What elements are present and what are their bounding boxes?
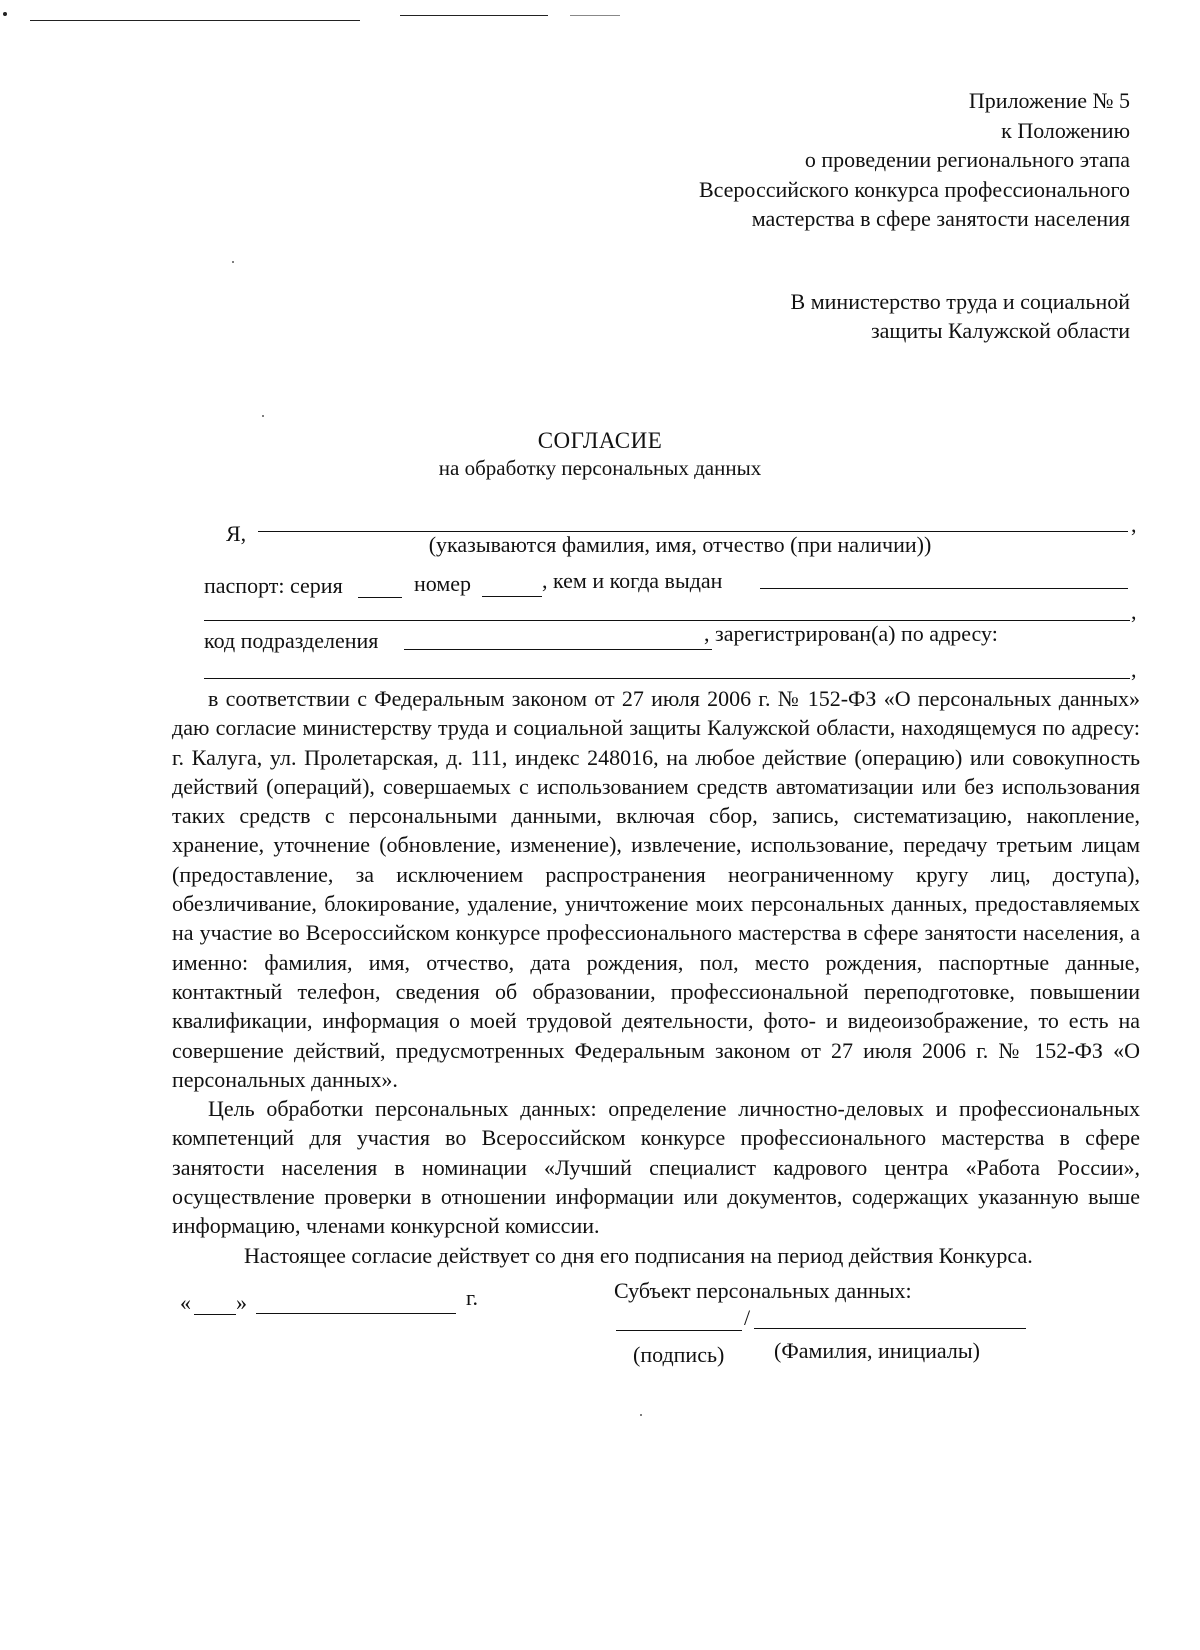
scan-dot bbox=[3, 12, 7, 16]
date-year-suffix: г. bbox=[466, 1285, 479, 1310]
document-title: СОГЛАСИЕ bbox=[537, 428, 663, 453]
full-name-hint: (указываются фамилия, имя, отчество (при наличии)) bbox=[428, 532, 932, 557]
signature-slash: / bbox=[744, 1305, 751, 1330]
name-initials-hint: (Фамилия, инициалы) bbox=[774, 1338, 980, 1363]
subdivision-code-field[interactable] bbox=[404, 649, 712, 650]
signature-field[interactable] bbox=[616, 1330, 742, 1331]
scan-dot bbox=[262, 415, 264, 417]
annex-header bbox=[570, 86, 1130, 234]
line-comma: , bbox=[1131, 512, 1137, 537]
scan-line bbox=[30, 20, 360, 21]
registered-address-label: , зарегистрирован(а) по адресу: bbox=[704, 621, 998, 646]
scan-line bbox=[400, 15, 548, 16]
annex-line: Всероссийского конкурса профессионального bbox=[698, 176, 1130, 202]
issued-by-label: , кем и когда выдан bbox=[542, 568, 723, 593]
scan-dot bbox=[232, 261, 234, 263]
scan-line bbox=[570, 15, 620, 16]
signature-hint: (подпись) bbox=[633, 1342, 725, 1367]
document-subtitle: на обработку персональных данных bbox=[438, 456, 762, 480]
date-month-field[interactable] bbox=[256, 1313, 456, 1314]
registered-address-field[interactable] bbox=[204, 678, 1130, 679]
addressee-line: В министерство труда и социальной bbox=[790, 289, 1130, 314]
annex-line: мастерства в сфере занятости населения bbox=[751, 206, 1130, 231]
annex-number: Приложение № 5 bbox=[968, 88, 1130, 113]
addressee-block bbox=[670, 287, 1130, 345]
full-name-initials-field[interactable] bbox=[754, 1328, 1026, 1329]
passport-series-label: паспорт: серия bbox=[204, 573, 343, 598]
line-comma: , bbox=[1131, 599, 1137, 624]
i-label: Я, bbox=[226, 521, 247, 546]
consent-paragraph-term: Настоящее согласие действует со дня его подписания на период действия Конкурса. bbox=[244, 1242, 1033, 1268]
consent-paragraph-purpose: Цель обработки персональных данных: определение личностно-деловых и профессиональных компетенций для участия во Всероссийском конкурсе профессионального мастерства в сфере занятости населения в номинации «Лучший специалист кадрового центра «Работа России», осуществление проверки в отношении информации или документов, содержащих указанную выше информацию, членами конкурсной комиссии. bbox=[172, 1096, 1140, 1239]
passport-number-field[interactable] bbox=[482, 596, 542, 597]
consent-paragraph-scope: в соответствии с Федеральным законом от 27 июля 2006 г. № 152-ФЗ «О персональных данных» даю согласие министерству труда и социальной защиты Калужской области, находящемуся по адресу: г. Калуга, ул. Пролетарская, д. 111, индекс 248016, на любое действие (операцию) или совокупность действий (операций), совершаемых с использованием средств автоматизации или без использования таких средств с персональными данными, включая сбор, запись, систематизацию, накопление, хранение, уточнение (обновление, изменение), извлечение, использование, передачу третьим лицам (предоставление, за исключением распространения неограниченному кругу лиц, доступа), обезличивание, блокирование, удаление, уничтожение моих персональных данных, предоставляемых на участие во Всероссийском конкурсе профессионального мастерства в сфере занятости населения, а именно: фамилия, имя, отчество, дата рождения, пол, место рождения, паспортные данные, контактный телефон, сведения об образовании, профессиональной переподготовке, повышении квалификации, информация о моей трудовой деятельности, фото- и видеоизображение, то есть на совершение действий, предусмотренных Федеральным законом от 27 июля 2006 г. № 152-ФЗ «О персональных данных». bbox=[172, 686, 1140, 1092]
annex-line: к Положению bbox=[1001, 117, 1130, 143]
addressee-line: защиты Калужской области bbox=[870, 318, 1130, 343]
passport-series-field[interactable] bbox=[358, 597, 402, 598]
passport-number-label: номер bbox=[414, 571, 472, 596]
date-quote-close: » bbox=[236, 1290, 247, 1315]
annex-line: о проведении регионального этапа bbox=[804, 147, 1130, 172]
consent-body bbox=[172, 684, 1140, 1270]
date-quote-open: « bbox=[180, 1290, 191, 1315]
subject-label: Субъект персональных данных: bbox=[614, 1278, 912, 1303]
issued-by-field[interactable] bbox=[760, 588, 1128, 589]
date-day-field[interactable] bbox=[194, 1314, 236, 1315]
line-comma: , bbox=[1131, 657, 1137, 682]
scan-dot bbox=[640, 1414, 642, 1416]
subdivision-code-label: код подразделения bbox=[204, 628, 379, 653]
